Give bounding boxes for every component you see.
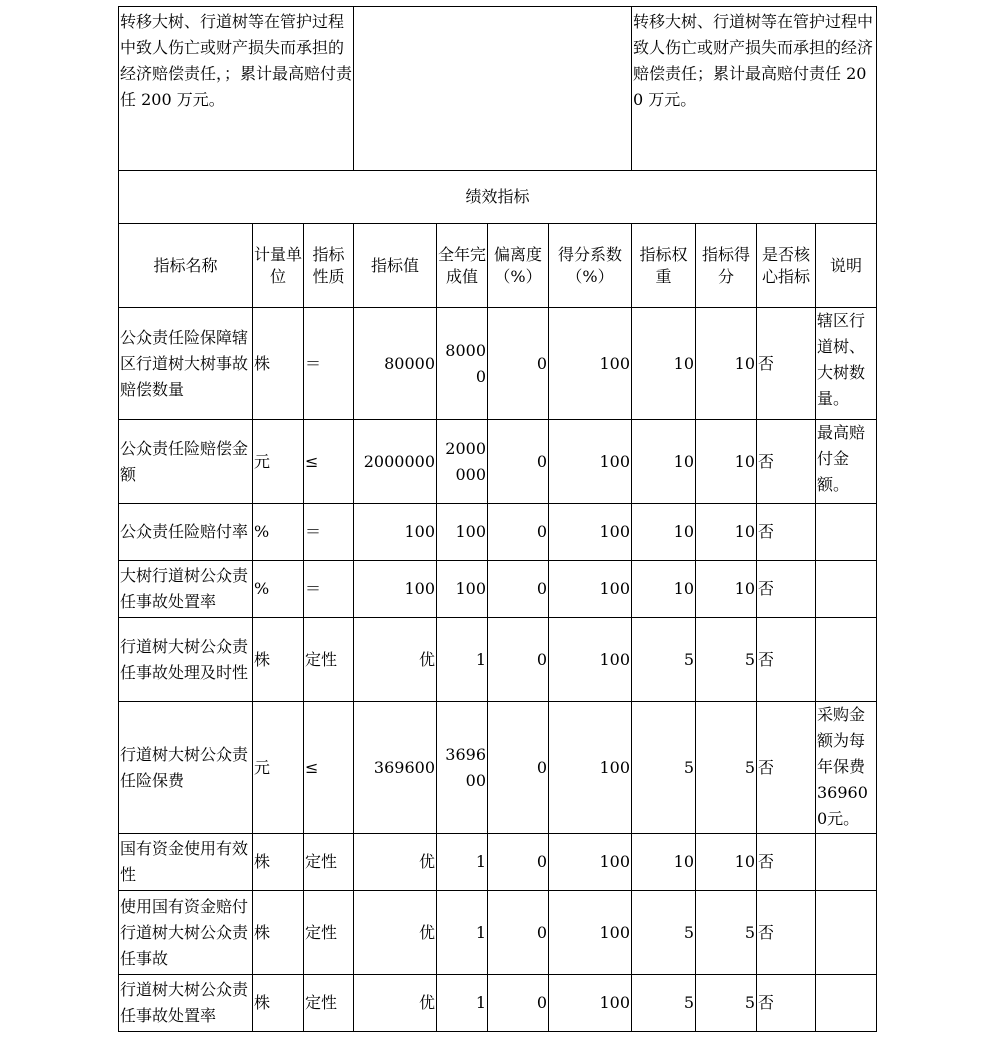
cell-value: 优 <box>354 975 437 1032</box>
cell-coef: 100 <box>549 308 632 420</box>
cell-nature: 定性 <box>304 834 354 891</box>
cell-deviation: 0 <box>488 308 549 420</box>
cell-note <box>816 618 877 702</box>
cell-value: 优 <box>354 891 437 975</box>
cell-note <box>816 834 877 891</box>
cell-core: 否 <box>757 618 816 702</box>
cell-deviation: 0 <box>488 561 549 618</box>
header-nature: 指标性质 <box>304 224 354 308</box>
cell-coef: 100 <box>549 561 632 618</box>
cell-core: 否 <box>757 975 816 1032</box>
cell-weight: 5 <box>632 975 696 1032</box>
cell-unit: % <box>253 561 304 618</box>
cell-name: 公众责任险赔付率 <box>119 504 253 561</box>
section-title-row <box>119 171 877 224</box>
cell-core: 否 <box>757 702 816 834</box>
cell-nature: 定性 <box>304 975 354 1032</box>
top-middle-text <box>354 7 632 171</box>
cell-score: 10 <box>696 834 757 891</box>
cell-unit: 元 <box>253 702 304 834</box>
cell-value: 369600 <box>354 702 437 834</box>
cell-value: 2000000 <box>354 420 437 504</box>
cell-name: 公众责任险赔偿金额 <box>119 420 253 504</box>
cell-coef: 100 <box>549 702 632 834</box>
cell-name: 行道树大树公众责任事故处置率 <box>119 975 253 1032</box>
cell-name: 使用国有资金赔付行道树大树公众责任事故 <box>119 891 253 975</box>
header-score: 指标得分 <box>696 224 757 308</box>
section-title: 绩效指标 <box>119 171 877 224</box>
cell-note <box>816 891 877 975</box>
cell-nature: ＝ <box>304 504 354 561</box>
cell-score: 5 <box>696 975 757 1032</box>
header-weight: 指标权重 <box>632 224 696 308</box>
cell-name: 公众责任险保障辖区行道树大树事故赔偿数量 <box>119 308 253 420</box>
cell-name: 国有资金使用有效性 <box>119 834 253 891</box>
cell-actual: 1 <box>437 975 488 1032</box>
cell-nature: ≤ <box>304 702 354 834</box>
cell-core: 否 <box>757 308 816 420</box>
cell-actual: 369600 <box>437 702 488 834</box>
cell-actual: 1 <box>437 618 488 702</box>
cell-unit: 株 <box>253 975 304 1032</box>
cell-value: 80000 <box>354 308 437 420</box>
cell-coef: 100 <box>549 504 632 561</box>
cell-note <box>816 504 877 561</box>
cell-nature: ＝ <box>304 308 354 420</box>
top-right-text: 转移大树、行道树等在管护过程中致人伤亡或财产损失而承担的经济赔偿责任；累计最高赔付责任 200 万元。 <box>632 7 877 171</box>
cell-weight: 10 <box>632 834 696 891</box>
cell-name: 行道树大树公众责任险保费 <box>119 702 253 834</box>
cell-nature: ＝ <box>304 561 354 618</box>
cell-score: 10 <box>696 561 757 618</box>
cell-score: 10 <box>696 308 757 420</box>
header-note: 说明 <box>816 224 877 308</box>
header-row <box>119 224 877 308</box>
header-deviation: 偏离度（%） <box>488 224 549 308</box>
cell-weight: 5 <box>632 891 696 975</box>
table-row <box>119 834 877 891</box>
table-row <box>119 702 877 834</box>
cell-note <box>816 975 877 1032</box>
cell-deviation: 0 <box>488 618 549 702</box>
cell-deviation: 0 <box>488 504 549 561</box>
cell-actual: 1 <box>437 834 488 891</box>
cell-core: 否 <box>757 834 816 891</box>
top-description-row <box>119 7 877 171</box>
cell-unit: 株 <box>253 834 304 891</box>
table-row <box>119 561 877 618</box>
cell-actual: 1 <box>437 891 488 975</box>
cell-deviation: 0 <box>488 420 549 504</box>
cell-weight: 10 <box>632 561 696 618</box>
cell-deviation: 0 <box>488 702 549 834</box>
cell-core: 否 <box>757 891 816 975</box>
cell-value: 优 <box>354 618 437 702</box>
table-row <box>119 308 877 420</box>
table-body <box>119 308 877 1032</box>
cell-value: 优 <box>354 834 437 891</box>
cell-score: 5 <box>696 891 757 975</box>
cell-note: 采购金额为每年保费369600元。 <box>816 702 877 834</box>
cell-coef: 100 <box>549 834 632 891</box>
performance-table <box>118 6 877 1032</box>
table-row <box>119 891 877 975</box>
cell-nature: 定性 <box>304 891 354 975</box>
cell-note: 最高赔付金额。 <box>816 420 877 504</box>
cell-value: 100 <box>354 561 437 618</box>
cell-deviation: 0 <box>488 891 549 975</box>
cell-coef: 100 <box>549 618 632 702</box>
cell-score: 5 <box>696 702 757 834</box>
cell-coef: 100 <box>549 891 632 975</box>
cell-unit: 株 <box>253 308 304 420</box>
cell-core: 否 <box>757 504 816 561</box>
cell-actual: 2000000 <box>437 420 488 504</box>
cell-note: 辖区行道树、大树数量。 <box>816 308 877 420</box>
cell-deviation: 0 <box>488 975 549 1032</box>
top-left-text: 转移大树、行道树等在管护过程中致人伤亡或财产损失而承担的经济赔偿责任，；累计最高赔付责任 200 万元。 <box>119 7 354 171</box>
cell-weight: 10 <box>632 504 696 561</box>
cell-weight: 5 <box>632 702 696 834</box>
cell-coef: 100 <box>549 420 632 504</box>
cell-unit: 株 <box>253 891 304 975</box>
cell-weight: 10 <box>632 420 696 504</box>
cell-coef: 100 <box>549 975 632 1032</box>
table-row <box>119 618 877 702</box>
cell-unit: 株 <box>253 618 304 702</box>
header-core: 是否核心指标 <box>757 224 816 308</box>
cell-deviation: 0 <box>488 834 549 891</box>
table-row <box>119 975 877 1032</box>
cell-actual: 100 <box>437 561 488 618</box>
cell-weight: 10 <box>632 308 696 420</box>
cell-score: 5 <box>696 618 757 702</box>
header-name: 指标名称 <box>119 224 253 308</box>
cell-value: 100 <box>354 504 437 561</box>
cell-name: 行道树大树公众责任事故处理及时性 <box>119 618 253 702</box>
header-actual: 全年完成值 <box>437 224 488 308</box>
cell-weight: 5 <box>632 618 696 702</box>
cell-score: 10 <box>696 420 757 504</box>
cell-note <box>816 561 877 618</box>
cell-nature: ≤ <box>304 420 354 504</box>
header-value: 指标值 <box>354 224 437 308</box>
cell-name: 大树行道树公众责任事故处置率 <box>119 561 253 618</box>
header-unit: 计量单位 <box>253 224 304 308</box>
cell-score: 10 <box>696 504 757 561</box>
table-row <box>119 420 877 504</box>
cell-nature: 定性 <box>304 618 354 702</box>
cell-core: 否 <box>757 561 816 618</box>
cell-unit: 元 <box>253 420 304 504</box>
cell-actual: 80000 <box>437 308 488 420</box>
cell-core: 否 <box>757 420 816 504</box>
header-coef: 得分系数（%） <box>549 224 632 308</box>
cell-unit: % <box>253 504 304 561</box>
table-row <box>119 504 877 561</box>
cell-actual: 100 <box>437 504 488 561</box>
